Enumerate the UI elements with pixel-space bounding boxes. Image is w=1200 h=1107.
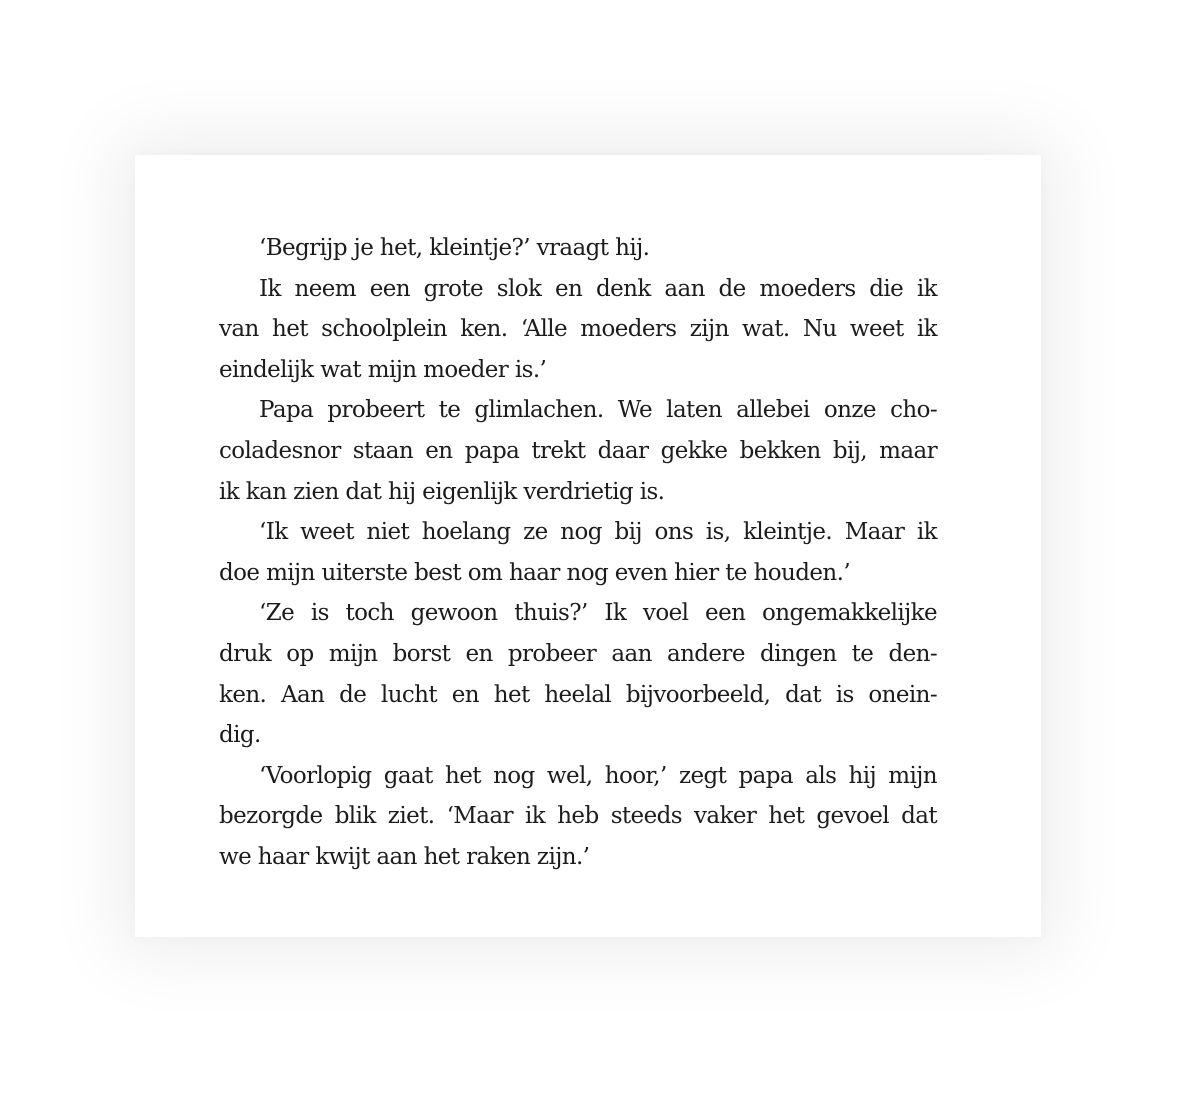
- paragraph-3: [219, 390, 937, 512]
- page-text: [219, 228, 937, 878]
- text-line: ken. Aan de lucht en het heelal bijvoorbeeld, dat is onein-: [219, 681, 937, 708]
- text-line: Papa probeert te glimlachen. We laten allebei onze cho-: [259, 397, 937, 424]
- text-line: van het schoolplein ken. ‘Alle moeders zijn wat. Nu weet ik: [219, 316, 937, 343]
- text-line: ik kan zien dat hij eigenlijk verdrietig is.: [219, 478, 665, 505]
- text-line: dig.: [219, 722, 261, 749]
- paragraph-1: [219, 228, 937, 269]
- text-line: doe mijn uiterste best om haar nog even hier te houden.’: [219, 559, 851, 586]
- paragraph-5: [219, 593, 937, 755]
- text-line: Ik neem een grote slok en denk aan de moeders die ik: [259, 275, 937, 302]
- book-page: [135, 155, 1041, 937]
- text-line: coladesnor staan en papa trekt daar gekke bekken bij, maar: [219, 437, 937, 464]
- text-line: bezorgde blik ziet. ‘Maar ik heb steeds vaker het gevoel dat: [219, 803, 937, 830]
- paragraph-2: [219, 269, 937, 391]
- text-line: ‘Ze is toch gewoon thuis?’ Ik voel een ongemakkelijke: [259, 600, 937, 627]
- text-line: ‘Begrijp je het, kleintje?’ vraagt hij.: [259, 235, 650, 261]
- paragraph-6: [219, 756, 937, 878]
- paragraph-4: [219, 512, 937, 593]
- text-line: ‘Voorlopig gaat het nog wel, hoor,’ zegt papa als hij mijn: [259, 762, 937, 789]
- text-line: eindelijk wat mijn moeder is.’: [219, 356, 547, 383]
- text-line: druk op mijn borst en probeer aan andere dingen te den-: [219, 640, 937, 667]
- text-line: ‘Ik weet niet hoelang ze nog bij ons is, kleintje. Maar ik: [259, 519, 937, 546]
- text-line: we haar kwijt aan het raken zijn.’: [219, 843, 590, 870]
